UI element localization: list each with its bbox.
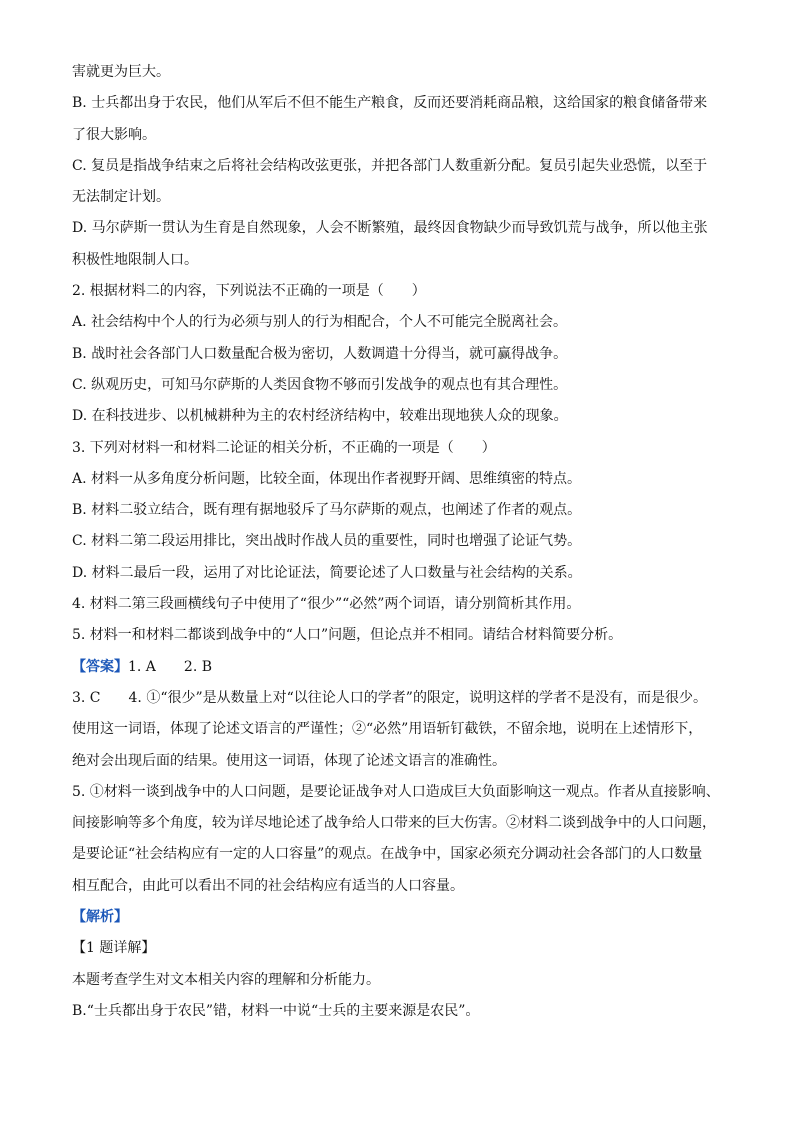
detail-line: B.“士兵都出身于农民”错，材料一中说“士兵的主要来源是农民”。 — [72, 1002, 480, 1019]
document-page — [72, 62, 742, 1032]
answer-line: 相互配合，由此可以看出不同的社会结构应有适当的人口容量。 — [72, 877, 464, 894]
analysis-heading — [72, 907, 742, 927]
analysis-tag: 【解析】 — [72, 909, 128, 926]
answer-tag: 【答案】 — [72, 658, 128, 675]
detail-heading: 【1 题详解】 — [72, 940, 156, 957]
answer-line: 间接影响等多个角度，较为详尽地论述了战争给人口带来的巨大伤害。②材料二谈到战争中的人口问题， — [72, 815, 716, 832]
option-b: B. 士兵都出身于农民，他们从军后不但不能生产粮食，反而还要消耗商品粮，这给国家的粮食储备带来 — [72, 95, 708, 112]
option-d: D. 在科技进步、以机械耕种为主的农村经济结构中，较难出现地狭人众的现象。 — [72, 408, 568, 425]
text-line: 害就更为巨大。 — [72, 64, 170, 80]
option-d: D. 材料二最后一段，运用了对比论证法，简要论述了人口数量与社会结构的关系。 — [72, 564, 582, 581]
answer-line: 3. C 4. ①“很少”是从数量上对“以往论人口的学者”的限定，说明这样的学者不是没有，而是很少。 — [72, 689, 707, 706]
answer-line — [72, 657, 742, 677]
text-line: 积极性地限制人口。 — [72, 251, 198, 268]
option-c: C. 材料二第二段运用排比，突出战时作战人员的重要性，同时也增强了论证气势。 — [72, 533, 582, 550]
detail-line: 本题考查学生对文本相关内容的理解和分析能力。 — [72, 971, 380, 988]
question-5: 5. 材料一和材料二都谈到战争中的“人口”问题，但论点并不相同。请结合材料简要分析。 — [72, 627, 623, 644]
question-3: 3. 下列对材料一和材料二论证的相关分析，不正确的一项是（ ） — [72, 439, 496, 456]
text-line: 无法制定计划。 — [72, 189, 170, 206]
answer-line: 使用这一词语，体现了论述文语言的严谨性；②“必然”用语斩钉截铁，不留余地，说明在上述情形下， — [72, 721, 703, 738]
option-a: A. 材料一从多角度分析问题，比较全面，体现出作者视野开阔、思维缜密的特点。 — [72, 470, 582, 487]
answer-line: 绝对会出现后面的结果。使用这一词语，体现了论述文语言的准确性。 — [72, 752, 506, 769]
option-b: B. 材料二驳立结合，既有理有据地驳斥了马尔萨斯的观点，也阐述了作者的观点。 — [72, 502, 582, 519]
option-c: C. 纵观历史，可知马尔萨斯的人类因食物不够而引发战争的观点也有其合理性。 — [72, 376, 568, 393]
text-line: 了很大影响。 — [72, 126, 156, 143]
option-b: B. 战时社会各部门人口数量配合极为密切，人数调遣十分得当，就可赢得战争。 — [72, 345, 568, 362]
option-c: C. 复员是指战争结束之后将社会结构改弦更张，并把各部门人数重新分配。复员引起失业恐慌，以至于 — [72, 157, 708, 174]
question-2: 2. 根据材料二的内容，下列说法不正确的一项是（ ） — [72, 283, 426, 300]
option-d: D. 马尔萨斯一贯认为生育是自然现象，人会不断繁殖，最终因食物缺少而导致饥荒与战争，所以他主张 — [72, 220, 708, 237]
answer-line: 5. ①材料一谈到战争中的人口问题，是要论证战争对人口造成巨大负面影响这一观点。作者从直接影响、 — [72, 783, 720, 800]
question-4: 4. 材料二第三段画横线句子中使用了“很少”“必然”两个词语，请分别简析其作用。 — [72, 596, 581, 613]
answer-line: 是要论证“社会结构应有一定的人口容量”的观点。在战争中，国家必须充分调动社会各部门的人口数量 — [72, 846, 703, 863]
answer-text: 1. A 2. B — [128, 658, 213, 675]
option-a: A. 社会结构中个人的行为必须与别人的行为相配合，个人不可能完全脱离社会。 — [72, 314, 568, 331]
